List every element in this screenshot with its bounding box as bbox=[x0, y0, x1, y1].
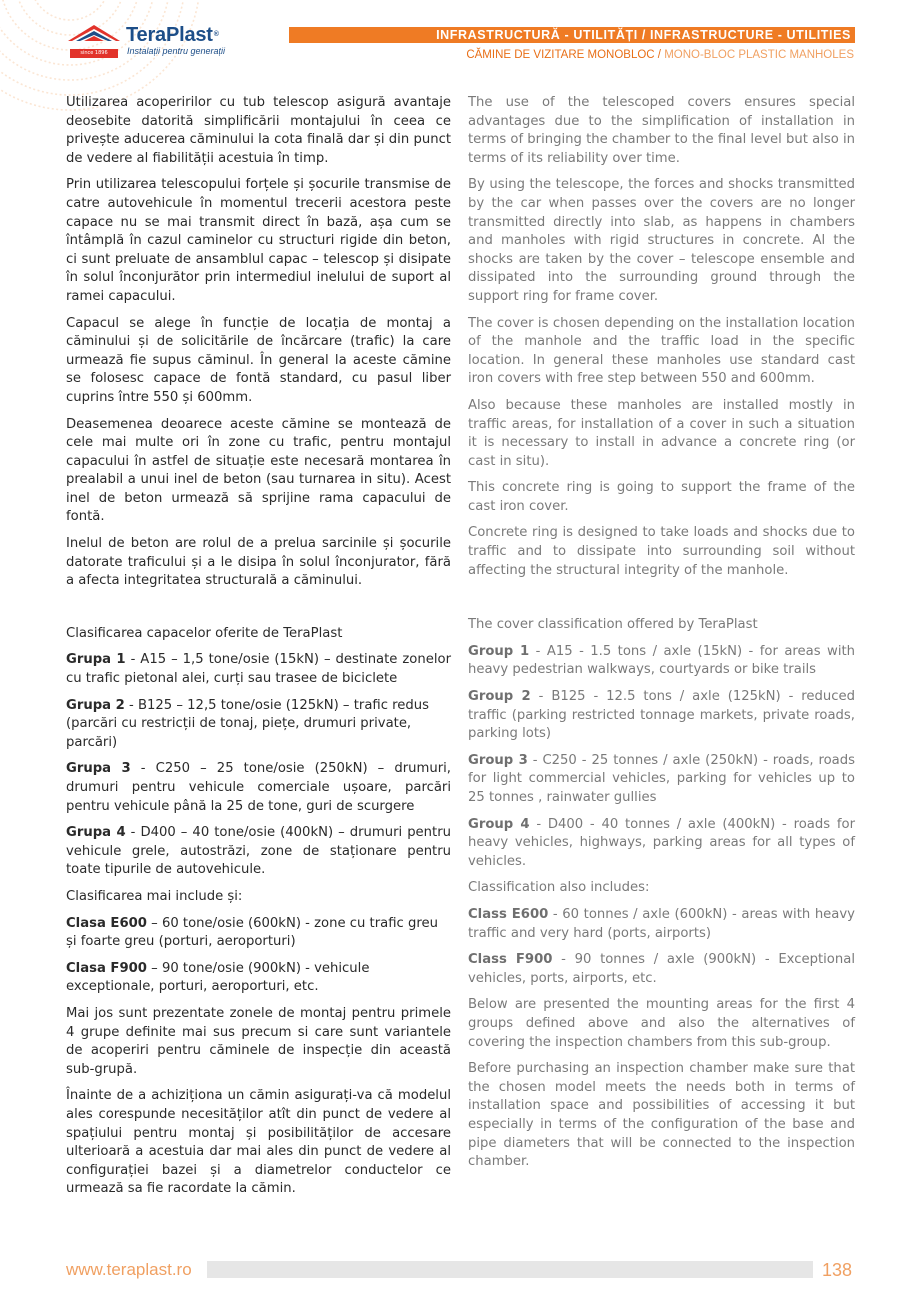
group-label: Group 1 bbox=[468, 643, 530, 659]
class-text: – 90 tone/osie (900kN) - vehicule exceptionale, porturi, aeroporturi, etc. bbox=[66, 960, 370, 995]
group-item bbox=[66, 760, 451, 816]
paragraph: Capacul se alege în funcție de locația de montaj a căminului și de solicitările de încărcare (trafic) la care urmează fie supus căminul. În general la aceste cămine se folosesc capace de fontă standard, cu pasul liber cuprins între 550 și 600mm. bbox=[66, 315, 451, 405]
logo-since: since 1896 bbox=[70, 49, 118, 58]
paragraph: Deasemenea deoarece aceste cămine se montează de cele mai multe ori în zone cu trafic, pentru montajul capacului în astfel de situație este necesară montarea în prealabil a unui inel de beton (sau turnarea in situ). Acest inel de beton urmează să sprijine rama capacului de fontă. bbox=[66, 416, 451, 525]
class-text: – 60 tone/osie (600kN) - zone cu trafic greu și foarte greu (porturi, aeroporturi) bbox=[66, 915, 438, 950]
class-item bbox=[66, 915, 451, 952]
group-label: Group 4 bbox=[468, 816, 530, 832]
subtitle-separator: / bbox=[657, 49, 661, 61]
classification-title: Clasificarea capacelor oferite de TeraPlast bbox=[66, 625, 343, 641]
footer-website-link[interactable]: www.teraplast.ro bbox=[66, 1260, 192, 1279]
group-item bbox=[66, 697, 451, 753]
teraplast-roof-logo-icon bbox=[66, 23, 122, 51]
paragraph: Concrete ring is designed to take loads and shocks due to traffic and to dissipate into surrounding soil without affecting the structural integrity of the manhole. bbox=[468, 525, 855, 578]
paragraph: Before purchasing an inspection chamber make sure that the chosen model meets the needs both in terms of installation space and possibilities of accessing it but especially in terms of the configuration of the base and pipe diameters that will be connected to the inspection chamber. bbox=[468, 1061, 855, 1170]
group-item bbox=[66, 824, 451, 880]
paragraph: Also because these manholes are installed mostly in traffic areas, for installation of a cover in such a situation it is necessary to install in advance a concrete ring (or cast in situ). bbox=[468, 397, 855, 469]
paragraph: The use of the telescoped covers ensures special advantages due to the simplification of installation in terms of bringing the chamber to the final level but also in terms of its reliability over time. bbox=[468, 95, 855, 166]
class-item bbox=[468, 906, 855, 943]
paragraph: Mai jos sunt prezentate zonele de montaj pentru primele 4 grupe definite mai sus precum si care sunt variantele de acoperiri pentru căminele de inspecție din această sub-grupă. bbox=[66, 1005, 451, 1077]
logo-brand: TeraPlast® bbox=[126, 24, 219, 46]
group-label: Grupa 4 bbox=[66, 825, 126, 841]
subtitle-en: MONO-BLOC PLASTIC MANHOLES bbox=[664, 49, 854, 61]
paragraph: Inelul de beton are rolul de a prelua sarcinile și șocurile datorate traficului și a le disipa în solul înconjurator, fără a afecta integritatea structurală a căminului. bbox=[66, 536, 451, 589]
group-label: Grupa 2 bbox=[66, 697, 125, 713]
group-label: Group 2 bbox=[468, 689, 531, 705]
group-text: - B125 - 12.5 tons / axle (125kN) - reduced traffic (parking restricted tonnage markets, private roads, parking lots) bbox=[468, 689, 855, 742]
group-label: Grupa 3 bbox=[66, 761, 131, 777]
paragraph: By using the telescope, the forces and shocks transmitted by the car when passes over the covers are no longer transmitted directly into slab, as happens in chambers and manholes with rigid structures in concrete. Al the shocks are taken by the cover – telescope ensemble and dissipated into the surrounding ground through the support ring for frame cover. bbox=[468, 177, 855, 304]
also-includes: Classification also includes: bbox=[468, 880, 650, 896]
paragraph: The cover is chosen depending on the installation location of the manhole and the traffic load in the specific location. In general these manholes use standard cast iron covers with free step between 550 and 600mm. bbox=[468, 315, 855, 387]
footer-bar bbox=[207, 1261, 813, 1278]
column-romanian bbox=[66, 94, 451, 1207]
page-number: 138 bbox=[822, 1260, 853, 1280]
class-item bbox=[66, 960, 451, 997]
logo-tagline: Instalații pentru generații bbox=[127, 46, 226, 56]
paragraph: Below are presented the mounting areas for the first 4 groups defined above and also the alternatives of covering the inspection chambers from this sub-group. bbox=[468, 997, 855, 1050]
group-text: - B125 – 12,5 tone/osie (125kN) – trafic redus (parcări cu restricții de tonaj, piețe, drumuri private, parcări) bbox=[66, 697, 429, 750]
group-text: - A15 – 1,5 tone/osie (15kN) – destinate zonelor cu trafic pietonal alei, curți sau trasee de biciclete bbox=[66, 652, 452, 687]
class-item bbox=[468, 951, 855, 988]
group-text: - C250 – 25 tone/osie (250kN) – drumuri, drumuri pentru vehicule comerciale ușoare, parcări pentru vehicule până la 25 de tone, guri de scurgere bbox=[66, 761, 451, 814]
paragraph: This concrete ring is going to support the frame of the cast iron cover. bbox=[468, 480, 855, 514]
group-text: - C250 - 25 tonnes / axle (250kN) - roads, roads for light commercial vehicles, parking for vehicles up to 25 tonnes , rainwater gullies bbox=[468, 752, 856, 805]
group-item bbox=[468, 643, 855, 680]
group-text: - D400 – 40 tone/osie (400kN) – drumuri pentru vehicule grele, autostrăzi, zone de staționare pentru toate tipurile de autovehicule. bbox=[66, 825, 451, 878]
class-label: Class E600 bbox=[468, 906, 549, 922]
group-label: Grupa 1 bbox=[66, 652, 126, 668]
category-band bbox=[289, 27, 855, 43]
category-title: INFRASTRUCTURĂ - UTILITĂȚI / INFRASTRUCTURE - UTILITIES bbox=[436, 28, 851, 42]
paragraph: Utilizarea acoperirilor cu tub telescop asigură avantaje deosebite datorită simplificării montajului în ceea ce privește aducerea căminului la cota finală dar și din punct de vedere al fiabilității acestuia în timp. bbox=[66, 95, 451, 166]
group-item bbox=[66, 651, 451, 688]
paragraph: Prin utilizarea telescopului forțele și șocurile transmise de catre autovehicule în momentul trecerii acestora peste capace nu se mai transmit direct în bază, așa cum se întâmplă în cazul caminelor cu structuri rigide din beton, ci sunt preluate de ansamblul capac – telescop și disipate în solul înconjurător prin intermediul inelului de suport al ramei capacului. bbox=[66, 177, 451, 304]
group-label: Group 3 bbox=[468, 752, 528, 768]
class-text: - 90 tonnes / axle (900kN) - Exceptional vehicles, ports, airports, etc. bbox=[468, 952, 855, 986]
subtitle-ro: CĂMINE DE VIZITARE MONOBLOC bbox=[466, 49, 655, 61]
class-text: - 60 tonnes / axle (600kN) - areas with heavy traffic and very hard (ports, airports) bbox=[468, 906, 855, 941]
group-item bbox=[468, 816, 855, 872]
teraplast-logo[interactable] bbox=[66, 23, 246, 57]
class-label: Clasa F900 bbox=[66, 960, 147, 976]
group-text: - A15 - 1.5 tons / axle (15kN) - for areas with heavy pedestrian walkways, courtyards or bike trails bbox=[468, 643, 856, 678]
column-english bbox=[468, 94, 855, 1180]
class-label: Class F900 bbox=[468, 952, 553, 968]
group-item bbox=[468, 688, 855, 744]
also-includes: Clasificarea mai include și: bbox=[66, 888, 243, 904]
section-subtitle bbox=[466, 48, 854, 62]
group-item bbox=[468, 752, 855, 808]
group-text: - D400 - 40 tonnes / axle (400kN) - roads for heavy vehicles, highways, parking areas for all types of vehicles. bbox=[468, 816, 855, 869]
class-label: Clasa E600 bbox=[66, 915, 147, 931]
paragraph: Înainte de a achiziționa un cămin asigurați-va că modelul ales corespunde necesităților atît din punct de vedere al spațiului pentru montaj și posibilităților de accesare ulterioară a acestuia dar mai ales din punct de vedere al configurației bazei și a diametrelor conductelor ce urmează sa fie racordate la cămin. bbox=[66, 1088, 451, 1197]
classification-title: The cover classification offered by TeraPlast bbox=[468, 617, 758, 633]
